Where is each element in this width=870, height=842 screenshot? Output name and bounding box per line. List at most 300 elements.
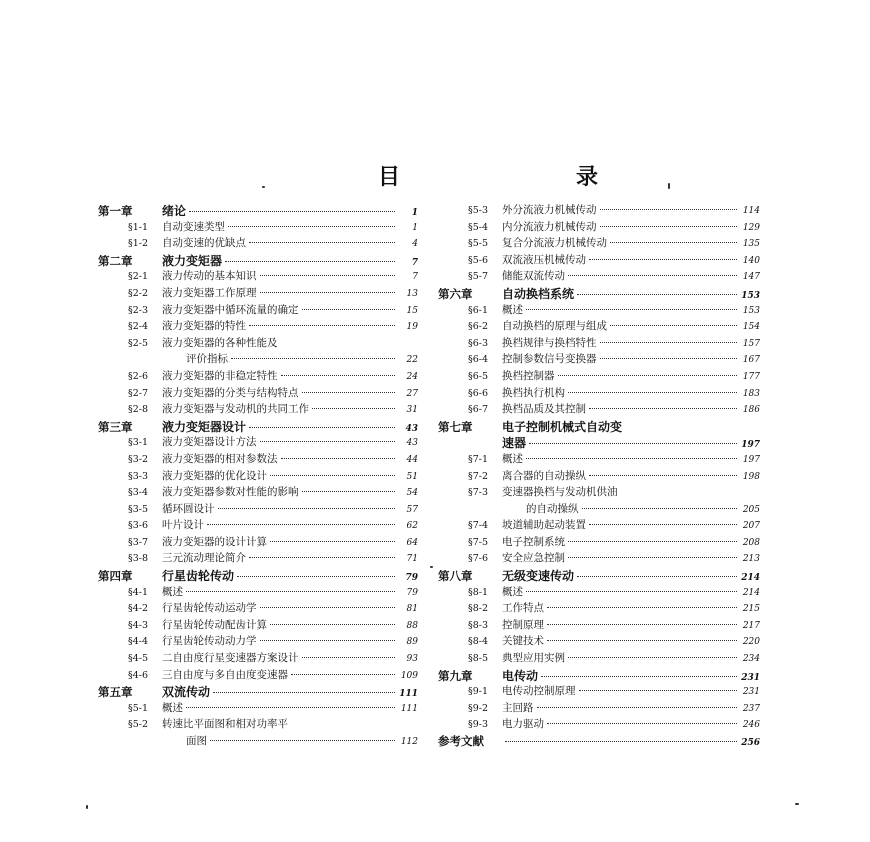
- toc-page-number: 89: [406, 637, 418, 648]
- toc-entry-title: 液力变矩器设计方法: [162, 436, 257, 449]
- toc-page-number: 207: [742, 521, 760, 532]
- toc-leader-dots: [547, 640, 737, 641]
- toc-entry-title: 液力变矩器的相对参数法: [162, 452, 278, 465]
- toc-page-number: 114: [742, 206, 760, 216]
- toc-entry-title: 转速比平面图和相对功率平: [162, 718, 288, 731]
- toc-entry-number: §2-6: [127, 370, 148, 382]
- toc-page-number: 7: [412, 272, 418, 283]
- toc-page-number: 153: [741, 290, 760, 301]
- toc-leader-dots: [600, 209, 738, 210]
- toc-entry-title: 液力变矩器的非稳定特性: [162, 369, 278, 382]
- toc-leader-dots: [600, 358, 738, 359]
- toc-entry-title: 叶片设计: [162, 519, 204, 532]
- toc-leader-dots: [281, 458, 396, 459]
- toc-entry-number: §3-6: [127, 520, 148, 532]
- toc-entry-title: 离合器的自动操纵: [502, 469, 586, 482]
- toc-leader-dots: [547, 723, 737, 724]
- toc-page-number: 62: [406, 521, 418, 532]
- toc-entry-title: 自动换档的原理与组成: [502, 320, 607, 333]
- toc-leader-dots: [568, 275, 737, 276]
- toc-entry-title: 控制原理: [502, 618, 544, 631]
- toc-page-number: 57: [406, 504, 418, 515]
- toc-entry-number: §2-1: [127, 271, 148, 283]
- toc-entry-number: §2-3: [127, 304, 148, 316]
- toc-entry-title: 概述: [162, 585, 183, 598]
- toc-entry-title: 换档执行机构: [502, 386, 565, 399]
- toc-entry-title: 内分流液力机械传动: [502, 220, 597, 233]
- toc-leader-dots: [529, 443, 737, 444]
- toc-section-entry: [98, 434, 418, 451]
- toc-entry-number: §1-2: [127, 238, 148, 250]
- toc-entry-number: §7-6: [467, 553, 488, 565]
- toc-entry-number: §9-2: [467, 702, 488, 714]
- toc-entry-title: 自动变速类型: [162, 220, 225, 233]
- toc-page-number: 197: [741, 440, 760, 451]
- toc-leader-dots: [568, 392, 737, 393]
- toc-section-entry: [438, 633, 760, 650]
- toc-entry-number: §4-3: [127, 619, 148, 631]
- toc-section-entry: [438, 600, 760, 617]
- toc-entry-title: 自动变速的优缺点: [162, 237, 246, 250]
- toc-page-number: 135: [742, 239, 760, 250]
- toc-chapter-entry: [98, 567, 418, 584]
- toc-entry-title: 液力变矩器设计: [162, 419, 247, 434]
- toc-page-number: 153: [742, 305, 760, 316]
- toc-page-number: 213: [742, 554, 760, 565]
- toc-entry-number: §8-5: [467, 653, 488, 665]
- toc-leader-dots: [302, 392, 396, 393]
- scan-speck: [262, 186, 265, 188]
- toc-section-entry: [98, 219, 418, 236]
- toc-section-entry: [438, 385, 760, 402]
- toc-chapter-entry: [98, 683, 418, 700]
- toc-page-number: 22: [406, 355, 418, 366]
- toc-section-entry: [438, 534, 760, 551]
- toc-leader-dots: [270, 624, 395, 625]
- toc-section-entry: [98, 401, 418, 418]
- toc-entry-number: §5-7: [467, 271, 488, 283]
- toc-leader-dots: [207, 524, 395, 525]
- toc-leader-dots: [589, 408, 737, 409]
- toc-chapter-entry: [438, 285, 760, 302]
- toc-page-number: 27: [406, 388, 418, 399]
- toc-page-number: 93: [406, 654, 418, 665]
- toc-entry-title: 概述: [502, 585, 523, 598]
- toc-entry-title: 储能双流传动: [502, 270, 565, 283]
- toc-entry-number: 第六章: [438, 286, 473, 301]
- toc-entry-title: 关键技术: [502, 635, 544, 648]
- toc-entry-title: 概述: [502, 452, 523, 465]
- toc-page-number: 231: [741, 672, 760, 683]
- toc-entry-title: 速器: [502, 436, 527, 451]
- toc-leader-dots: [260, 441, 396, 442]
- toc-section-entry: [98, 268, 418, 285]
- toc-section-entry: [438, 584, 760, 601]
- toc-chapter-entry: [438, 567, 760, 584]
- toc-entry-number: 第八章: [438, 569, 473, 584]
- toc-leader-dots: [231, 358, 395, 359]
- toc-section-entry: [98, 716, 418, 733]
- toc-entry-number: §3-5: [127, 503, 148, 515]
- toc-entry-title: 行星齿轮传动动力学: [162, 635, 257, 648]
- toc-section-entry: [98, 285, 418, 302]
- toc-entry-number: §8-4: [467, 636, 488, 648]
- toc-entry-number: 第七章: [438, 419, 473, 434]
- toc-page-number: 217: [742, 620, 760, 631]
- toc-entry-number: §6-4: [467, 354, 488, 366]
- toc-left-column: [98, 202, 418, 750]
- toc-entry-number: §2-7: [127, 387, 148, 399]
- toc-page-number: 214: [742, 587, 760, 598]
- toc-section-entry: [438, 617, 760, 634]
- toc-entry-title: 电传动: [502, 668, 539, 683]
- toc-entry-number: §2-4: [127, 321, 148, 333]
- toc-section-entry: [98, 517, 418, 534]
- toc-leader-dots: [610, 242, 737, 243]
- toc-entry-title: 行星齿轮传动配齿计算: [162, 618, 267, 631]
- toc-section-entry: [98, 700, 418, 717]
- toc-entry-number: §6-6: [467, 387, 488, 399]
- toc-page-number: 13: [406, 288, 418, 299]
- toc-entry-title: 复合分流液力机械传动: [502, 237, 607, 250]
- toc-section-entry: [98, 584, 418, 601]
- toc-entry-number: §6-2: [467, 321, 488, 333]
- toc-entry-title: 液力变矩器参数对性能的影响: [162, 486, 299, 499]
- toc-section-entry: [438, 401, 760, 418]
- toc-leader-dots: [281, 375, 396, 376]
- toc-page-number: 1: [412, 222, 418, 233]
- toc-entry-number: 第五章: [98, 685, 133, 700]
- toc-section-entry: [98, 385, 418, 402]
- toc-entry-title: 行星齿轮传动运动学: [162, 602, 257, 615]
- toc-entry-number: §6-7: [467, 404, 488, 416]
- scan-speck: [430, 566, 433, 568]
- toc-leader-dots: [526, 309, 737, 310]
- toc-leader-dots: [260, 607, 396, 608]
- toc-section-entry: [438, 268, 760, 285]
- toc-entry-number: §4-4: [127, 636, 148, 648]
- toc-leader-dots: [582, 508, 738, 509]
- toc-leader-dots: [260, 640, 396, 641]
- toc-entry-title: 电子控制系统: [502, 535, 565, 548]
- toc-section-entry: [438, 716, 760, 733]
- toc-entry-number: §2-2: [127, 287, 148, 299]
- toc-section-entry: [98, 468, 418, 485]
- toc-chapter-entry: [438, 434, 760, 451]
- toc-section-entry: [98, 534, 418, 551]
- toc-entry-title: 概述: [502, 303, 523, 316]
- toc-page-number: 64: [406, 537, 418, 548]
- toc-entry-number: §3-7: [127, 536, 148, 548]
- toc-page-number: 24: [406, 371, 418, 382]
- toc-entry-number: §5-3: [467, 205, 488, 216]
- toc-page-number: 183: [742, 388, 760, 399]
- toc-entry-number: §8-3: [467, 619, 488, 631]
- toc-entry-number: §8-2: [467, 603, 488, 615]
- toc-entry-title: 液力变矩器的优化设计: [162, 469, 267, 482]
- toc-section-entry: [438, 650, 760, 667]
- toc-page-number: 186: [742, 405, 760, 416]
- toc-leader-dots: [225, 261, 395, 262]
- toc-leader-dots: [270, 475, 395, 476]
- toc-section-entry: [98, 335, 418, 352]
- toc-page-number: 44: [406, 454, 418, 465]
- toc-entry-title: 换档规律与换档特性: [502, 336, 597, 349]
- toc-entry-number: §7-3: [467, 487, 488, 499]
- toc-chapter-entry: [98, 418, 418, 435]
- toc-entry-title: 绪论: [162, 204, 187, 218]
- toc-section-entry: [438, 484, 760, 501]
- toc-section-entry: [98, 633, 418, 650]
- toc-entry-title: 典型应用实例: [502, 652, 565, 665]
- toc-entry-title: 液力变矩器的设计计算: [162, 535, 267, 548]
- toc-leader-dots: [260, 292, 396, 293]
- toc-entry-number: §3-8: [127, 553, 148, 565]
- toc-section-entry: [98, 650, 418, 667]
- toc-page-number: 79: [405, 573, 418, 584]
- toc-entry-title: 双流液压机械传动: [502, 253, 586, 266]
- toc-leader-dots: [610, 325, 737, 326]
- toc-entry-number: §7-4: [467, 520, 488, 532]
- toc-entry-title: 循环圆设计: [162, 502, 215, 515]
- toc-page-number: 205: [742, 504, 760, 515]
- toc-section-entry: [98, 600, 418, 617]
- toc-entry-number: §4-6: [127, 669, 148, 681]
- toc-section-entry: [438, 302, 760, 319]
- toc-page-number: 154: [742, 322, 760, 333]
- toc-leader-dots: [186, 591, 395, 592]
- scan-speck: [795, 803, 799, 805]
- toc-leader-dots: [228, 226, 395, 227]
- toc-section-entry: [438, 451, 760, 468]
- toc-section-entry: [438, 501, 760, 518]
- toc-entry-number: §8-1: [467, 586, 488, 598]
- toc-entry-title: 安全应急控制: [502, 552, 565, 565]
- toc-leader-dots: [249, 427, 395, 428]
- toc-entry-number: 第四章: [98, 569, 133, 584]
- toc-entry-number: §6-1: [467, 304, 488, 316]
- toc-entry-number: 参考文献: [438, 734, 484, 748]
- toc-leader-dots: [589, 475, 737, 476]
- toc-entry-title: 换档品质及其控制: [502, 403, 586, 416]
- toc-page-number: 1: [411, 208, 418, 218]
- toc-entry-number: §1-1: [127, 221, 148, 233]
- toc-entry-title: 变速器换档与发动机供油: [502, 486, 618, 499]
- toc-page-number: 31: [406, 405, 418, 416]
- toc-page-number: 109: [400, 670, 418, 681]
- toc-leader-dots: [186, 707, 395, 708]
- toc-entry-number: 第三章: [98, 419, 133, 434]
- toc-chapter-entry: [438, 733, 760, 750]
- toc-page-number: 43: [406, 438, 418, 449]
- toc-leader-dots: [568, 541, 737, 542]
- toc-page-number: 111: [400, 703, 418, 714]
- toc-entry-title: 概述: [162, 701, 183, 714]
- toc-section-entry: [438, 368, 760, 385]
- toc-entry-number: §3-2: [127, 453, 148, 465]
- toc-page-number: 81: [406, 604, 418, 615]
- toc-entry-title: 双流传动: [162, 685, 211, 700]
- toc-leader-dots: [249, 557, 395, 558]
- toc-page-number: 256: [741, 738, 760, 748]
- toc-entry-title: 液力变矩器工作原理: [162, 286, 257, 299]
- toc-entry-title: 坡道辅助起动装置: [502, 519, 586, 532]
- toc-entry-number: §5-4: [467, 221, 488, 233]
- toc-leader-dots: [558, 375, 738, 376]
- toc-entry-title: 液力变矩器中循环流量的确定: [162, 303, 299, 316]
- toc-entry-title: 面图: [186, 735, 207, 747]
- toc-leader-dots: [260, 275, 396, 276]
- toc-page-number: 234: [742, 654, 760, 665]
- toc-leader-dots: [312, 408, 395, 409]
- toc-leader-dots: [505, 741, 737, 742]
- toc-entry-title: 液力变矩器与发动机的共同工作: [162, 403, 309, 416]
- toc-entry-number: §4-2: [127, 603, 148, 615]
- toc-page-number: 237: [742, 703, 760, 714]
- toc-entry-title: 电传动控制原理: [502, 685, 576, 698]
- toc-leader-dots: [249, 325, 395, 326]
- toc-entry-title: 的自动操纵: [526, 502, 579, 515]
- toc-section-entry: [98, 617, 418, 634]
- toc-entry-number: 第一章: [98, 204, 133, 218]
- toc-leader-dots: [568, 557, 737, 558]
- toc-entry-title: 二自由度行星变速器方案设计: [162, 652, 299, 665]
- toc-section-entry: [438, 700, 760, 717]
- toc-chapter-entry: [98, 202, 418, 219]
- toc-section-entry: [438, 318, 760, 335]
- toc-page-number: 112: [400, 737, 418, 747]
- toc-entry-title: 行星齿轮传动: [162, 569, 235, 584]
- toc-leader-dots: [213, 692, 395, 693]
- toc-page-number: 19: [406, 322, 418, 333]
- toc-page-number: 177: [742, 371, 760, 382]
- toc-section-entry: [438, 517, 760, 534]
- toc-leader-dots: [541, 676, 737, 677]
- toc-entry-title: 液力变矩器的分类与结构特点: [162, 386, 299, 399]
- toc-entry-number: §3-3: [127, 470, 148, 482]
- toc-page-number: 220: [742, 637, 760, 648]
- toc-page-number: 157: [742, 338, 760, 349]
- toc-page-number: 54: [406, 488, 418, 499]
- toc-page-number: 43: [405, 423, 418, 434]
- toc-chapter-entry: [438, 418, 760, 435]
- toc-entry-title: 液力变矩器的各种性能及: [162, 336, 278, 349]
- toc-leader-dots: [526, 591, 737, 592]
- toc-entry-number: §2-8: [127, 404, 148, 416]
- toc-entry-number: §5-5: [467, 238, 488, 250]
- toc-page-number: 147: [742, 272, 760, 283]
- toc-page-number: 51: [406, 471, 418, 482]
- toc-chapter-entry: [98, 252, 418, 269]
- toc-section-entry: [438, 219, 760, 236]
- toc-section-entry: [438, 335, 760, 352]
- toc-entry-number: §7-5: [467, 536, 488, 548]
- toc-page-number: 4: [412, 239, 418, 250]
- toc-section-entry: [438, 468, 760, 485]
- toc-leader-dots: [547, 624, 737, 625]
- toc-chapter-entry: [438, 667, 760, 684]
- toc-section-entry: [438, 550, 760, 567]
- toc-section-entry: [438, 351, 760, 368]
- toc-page-number: 111: [399, 689, 418, 700]
- toc-entry-number: §5-2: [127, 719, 148, 731]
- toc-entry-title: 液力传动的基本知识: [162, 270, 257, 283]
- toc-entry-number: §5-1: [127, 702, 148, 714]
- toc-section-entry: [98, 667, 418, 684]
- toc-entry-number: §3-1: [127, 437, 148, 449]
- toc-leader-dots: [270, 541, 395, 542]
- toc-section-entry: [98, 351, 418, 368]
- toc-section-entry: [98, 484, 418, 501]
- toc-entry-number: §7-1: [467, 453, 488, 465]
- toc-page-number: 167: [742, 355, 760, 366]
- toc-page-number: 79: [406, 587, 418, 598]
- toc-right-column: [438, 202, 760, 750]
- toc-entry-number: §6-3: [467, 337, 488, 349]
- toc-leader-dots: [302, 309, 396, 310]
- toc-entry-number: §5-6: [467, 254, 488, 266]
- toc-entry-title: 液力变矩器的特性: [162, 320, 246, 333]
- toc-leader-dots: [579, 690, 738, 691]
- toc-section-entry: [438, 252, 760, 269]
- toc-page-number: 246: [742, 720, 760, 731]
- toc-leader-dots: [237, 576, 395, 577]
- toc-entry-title: 三元流动理论简介: [162, 552, 246, 565]
- toc-leader-dots: [577, 576, 737, 577]
- toc-leader-dots: [302, 657, 396, 658]
- toc-leader-dots: [547, 607, 737, 608]
- toc-entry-number: 第九章: [438, 668, 473, 683]
- toc-entry-title: 三自由度与多自由度变速器: [162, 668, 288, 681]
- toc-leader-dots: [589, 259, 737, 260]
- toc-section-entry: [438, 202, 760, 219]
- toc-leader-dots: [600, 342, 738, 343]
- toc-entry-number: §4-5: [127, 653, 148, 665]
- toc-page-number: 7: [411, 257, 418, 268]
- toc-entry-title: 评价指标: [186, 353, 228, 366]
- toc-page-number: 215: [742, 604, 760, 615]
- toc-entry-number: §9-3: [467, 719, 488, 731]
- toc-page-number: 140: [742, 255, 760, 266]
- toc-entry-title: 工作特点: [502, 602, 544, 615]
- toc-leader-dots: [568, 657, 737, 658]
- toc-leader-dots: [600, 226, 738, 227]
- toc-leader-dots: [577, 294, 737, 295]
- toc-page-number: 197: [742, 454, 760, 465]
- toc-leader-dots: [302, 491, 396, 492]
- toc-section-entry: [98, 550, 418, 567]
- toc-entry-title: 外分流液力机械传动: [502, 204, 597, 216]
- scan-speck: [668, 183, 670, 189]
- toc-entry-number: §7-2: [467, 470, 488, 482]
- toc-page-number: 231: [742, 687, 760, 698]
- toc-entry-title: 主回路: [502, 701, 534, 714]
- toc-entry-title: 无级变速传动: [502, 569, 575, 584]
- toc-leader-dots: [249, 242, 395, 243]
- toc-leader-dots: [210, 740, 395, 741]
- toc-section-entry: [98, 368, 418, 385]
- toc-page-number: 129: [742, 222, 760, 233]
- toc-page-number: 214: [741, 573, 760, 584]
- toc-section-entry: [98, 501, 418, 518]
- toc-section-entry: [98, 302, 418, 319]
- toc-section-entry: [438, 235, 760, 252]
- toc-entry-title: 电力驱动: [502, 718, 544, 731]
- toc-page-number: 71: [406, 554, 418, 565]
- toc-leader-dots: [218, 508, 396, 509]
- toc-page-number: 15: [406, 305, 418, 316]
- toc-entry-title: 自动换档系统: [502, 286, 575, 301]
